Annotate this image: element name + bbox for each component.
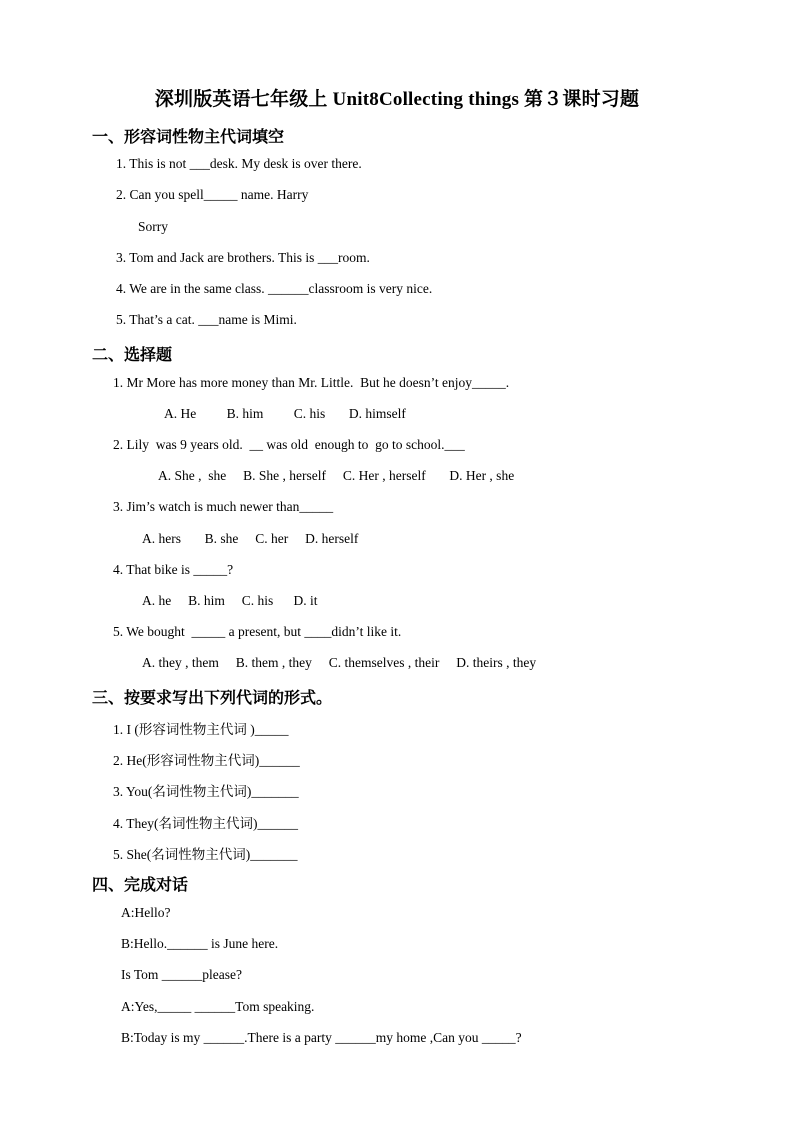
- s2-question-2-options: A. She , she B. She , herself C. Her , herself D. Her , she: [158, 468, 515, 483]
- s1-question-2-continuation: Sorry: [138, 219, 168, 234]
- s2-question-1-options: A. He B. him C. his D. himself: [164, 406, 406, 421]
- section-2-heading: 二、选择题: [92, 345, 173, 364]
- s2-question-3: 3. Jim’s watch is much newer than_____: [113, 499, 334, 514]
- dialogue-line-4: A:Yes,_____ ______Tom speaking.: [121, 999, 315, 1014]
- s2-question-4-options: A. he B. him C. his D. it: [142, 593, 318, 608]
- s2-question-5: 5. We bought _____ a present, but ____didn’t like it.: [113, 624, 402, 639]
- dialogue-line-1: A:Hello?: [121, 905, 171, 920]
- s2-question-4: 4. That bike is _____?: [113, 562, 234, 577]
- dialogue-line-5: B:Today is my ______.There is a party ______my home ,Can you _____?: [121, 1030, 522, 1045]
- s2-question-2: 2. Lily was 9 years old. __ was old enough to go to school.___: [113, 437, 465, 452]
- s2-question-3-options: A. hers B. she C. her D. herself: [142, 531, 359, 546]
- section-3-heading: 三、按要求写出下列代词的形式。: [92, 688, 333, 707]
- section-4-heading: 四、完成对话: [92, 875, 189, 894]
- s3-item-3: 3. You(名词性物主代词)_______: [113, 784, 299, 799]
- s1-question-2: 2. Can you spell_____ name. Harry: [116, 187, 309, 202]
- section-1-heading: 一、形容词性物主代词填空: [92, 127, 285, 146]
- dialogue-line-2: B:Hello.______ is June here.: [121, 936, 279, 951]
- s2-question-5-options: A. they , them B. them , they C. themselves , their D. theirs , they: [142, 655, 537, 670]
- s1-question-4: 4. We are in the same class. ______classroom is very nice.: [116, 281, 433, 296]
- s1-question-3: 3. Tom and Jack are brothers. This is ___room.: [116, 250, 370, 265]
- s1-question-5: 5. That’s a cat. ___name is Mimi.: [116, 312, 297, 327]
- s1-question-1: 1. This is not ___desk. My desk is over there.: [116, 156, 362, 171]
- dialogue-line-3: Is Tom ______please?: [121, 967, 243, 982]
- s3-item-1: 1. I (形容词性物主代词 )_____: [113, 722, 289, 737]
- s3-item-2: 2. He(形容词性物主代词)______: [113, 753, 300, 768]
- page-title: 深圳版英语七年级上 Unit8Collecting things 第３课时习题: [154, 89, 640, 110]
- s3-item-5: 5. She(名词性物主代词)_______: [113, 847, 298, 862]
- s3-item-4: 4. They(名词性物主代词)______: [113, 816, 298, 831]
- s2-question-1: 1. Mr More has more money than Mr. Little. But he doesn’t enjoy_____.: [113, 375, 510, 390]
